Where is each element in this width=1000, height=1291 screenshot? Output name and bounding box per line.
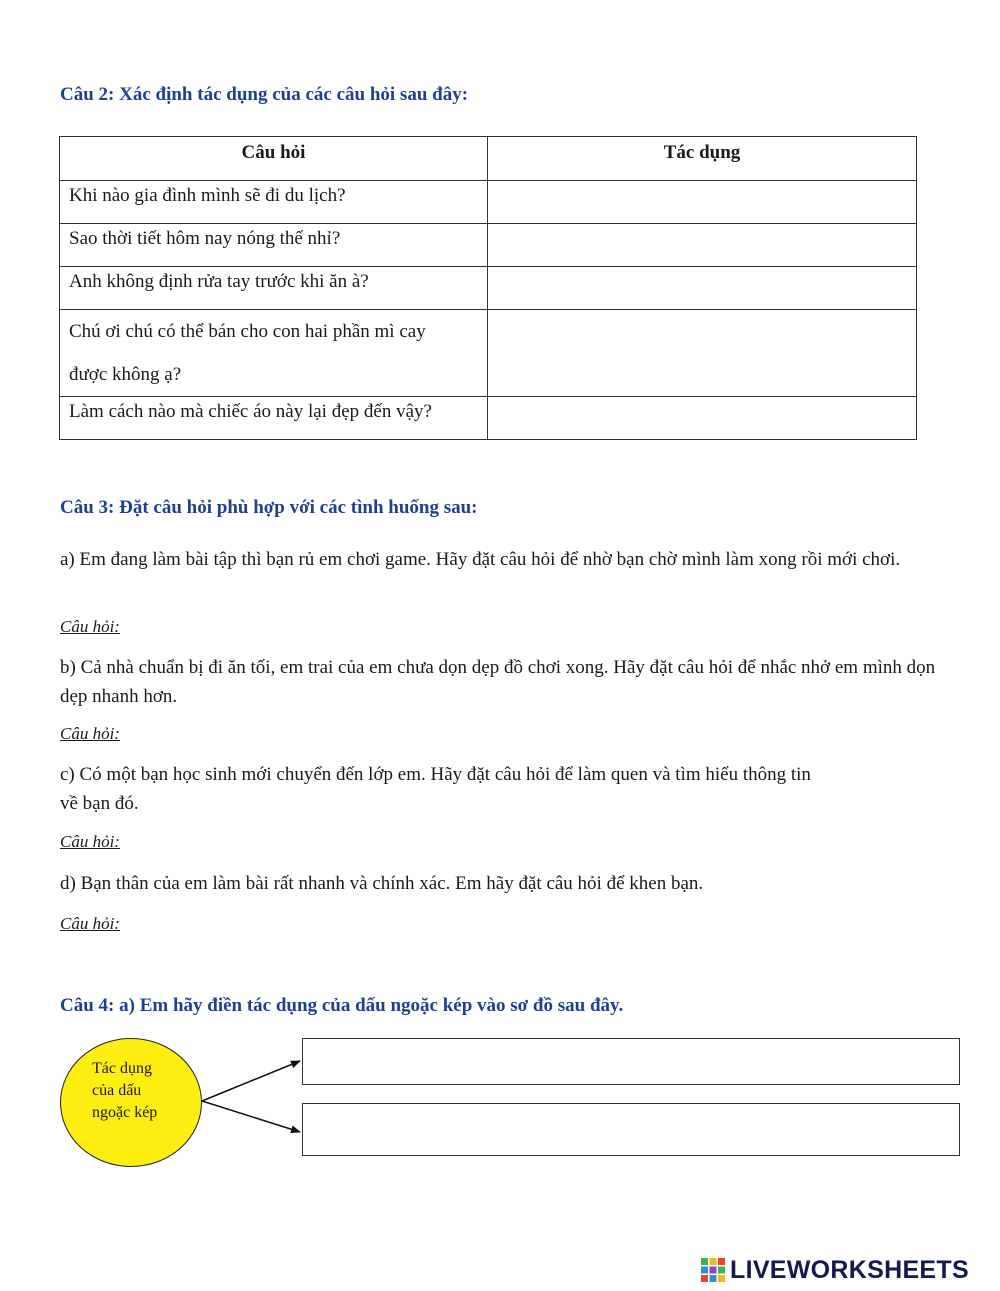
q2-heading: Câu 2: Xác định tác dụng của các câu hỏi sau đây: <box>60 84 469 105</box>
situation-d: d) Bạn thân của em làm bài rất nhanh và chính xác. Em hãy đặt câu hỏi để khen bạn. <box>60 873 704 894</box>
situation-b: b) Cả nhà chuẩn bị đi ăn tối, em trai của em chưa dọn dẹp đồ chơi xong. Hãy đặt câu hỏi để nhắc nhở em mình dọn dẹp nhanh hơn. <box>60 657 936 707</box>
logo-blocks-icon <box>700 1257 726 1283</box>
logo-text: LIVEWORKSHEETS <box>730 1255 969 1284</box>
answer-label-a: Câu hỏi: <box>60 617 120 636</box>
situation-c-line2: về bạn đó. <box>60 793 139 814</box>
answer-label-b: Câu hỏi: <box>60 724 120 743</box>
liveworksheets-logo <box>700 1252 969 1288</box>
answer-label-d: Câu hỏi: <box>60 914 120 933</box>
question-cell: Anh không định rửa tay trước khi ăn à? <box>60 267 488 310</box>
answer-box-2[interactable] <box>302 1103 960 1156</box>
question-cell: Sao thời tiết hôm nay nóng thế nhỉ? <box>60 224 488 267</box>
arrow-upper <box>202 1061 300 1101</box>
answer-label-c: Câu hỏi: <box>60 832 120 851</box>
circle-line: của dấu <box>92 1082 142 1099</box>
question-cell: Làm cách nào mà chiếc áo này lại đẹp đến vậy? <box>60 397 488 440</box>
arrow-lower <box>202 1101 300 1132</box>
q4-heading: Câu 4: a) Em hãy điền tác dụng của dấu ngoặc kép vào sơ đồ sau đây. <box>60 995 624 1016</box>
question-cell: Khi nào gia đình mình sẽ đi du lịch? <box>60 181 488 224</box>
q3-heading: Câu 3: Đặt câu hỏi phù hợp với các tình huống sau: <box>60 497 478 518</box>
question-line: được không ạ? <box>69 364 182 385</box>
column-header-question: Câu hỏi <box>60 137 488 181</box>
question-line: Chú ơi chú có thể bán cho con hai phần mì cay <box>69 321 426 342</box>
circle-line: ngoặc kép <box>92 1104 158 1121</box>
answer-box-1[interactable] <box>302 1038 960 1085</box>
situation-c-line1: c) Có một bạn học sinh mới chuyển đến lớp em. Hãy đặt câu hỏi để làm quen và tìm hiểu thông tin <box>60 764 811 785</box>
situation-a: a) Em đang làm bài tập thì bạn rủ em chơi game. Hãy đặt câu hỏi để nhờ bạn chờ mình làm xong rồi mới chơi. <box>60 549 901 570</box>
circle-line: Tác dụng <box>92 1060 152 1077</box>
column-header-effect: Tác dụng <box>488 137 917 181</box>
